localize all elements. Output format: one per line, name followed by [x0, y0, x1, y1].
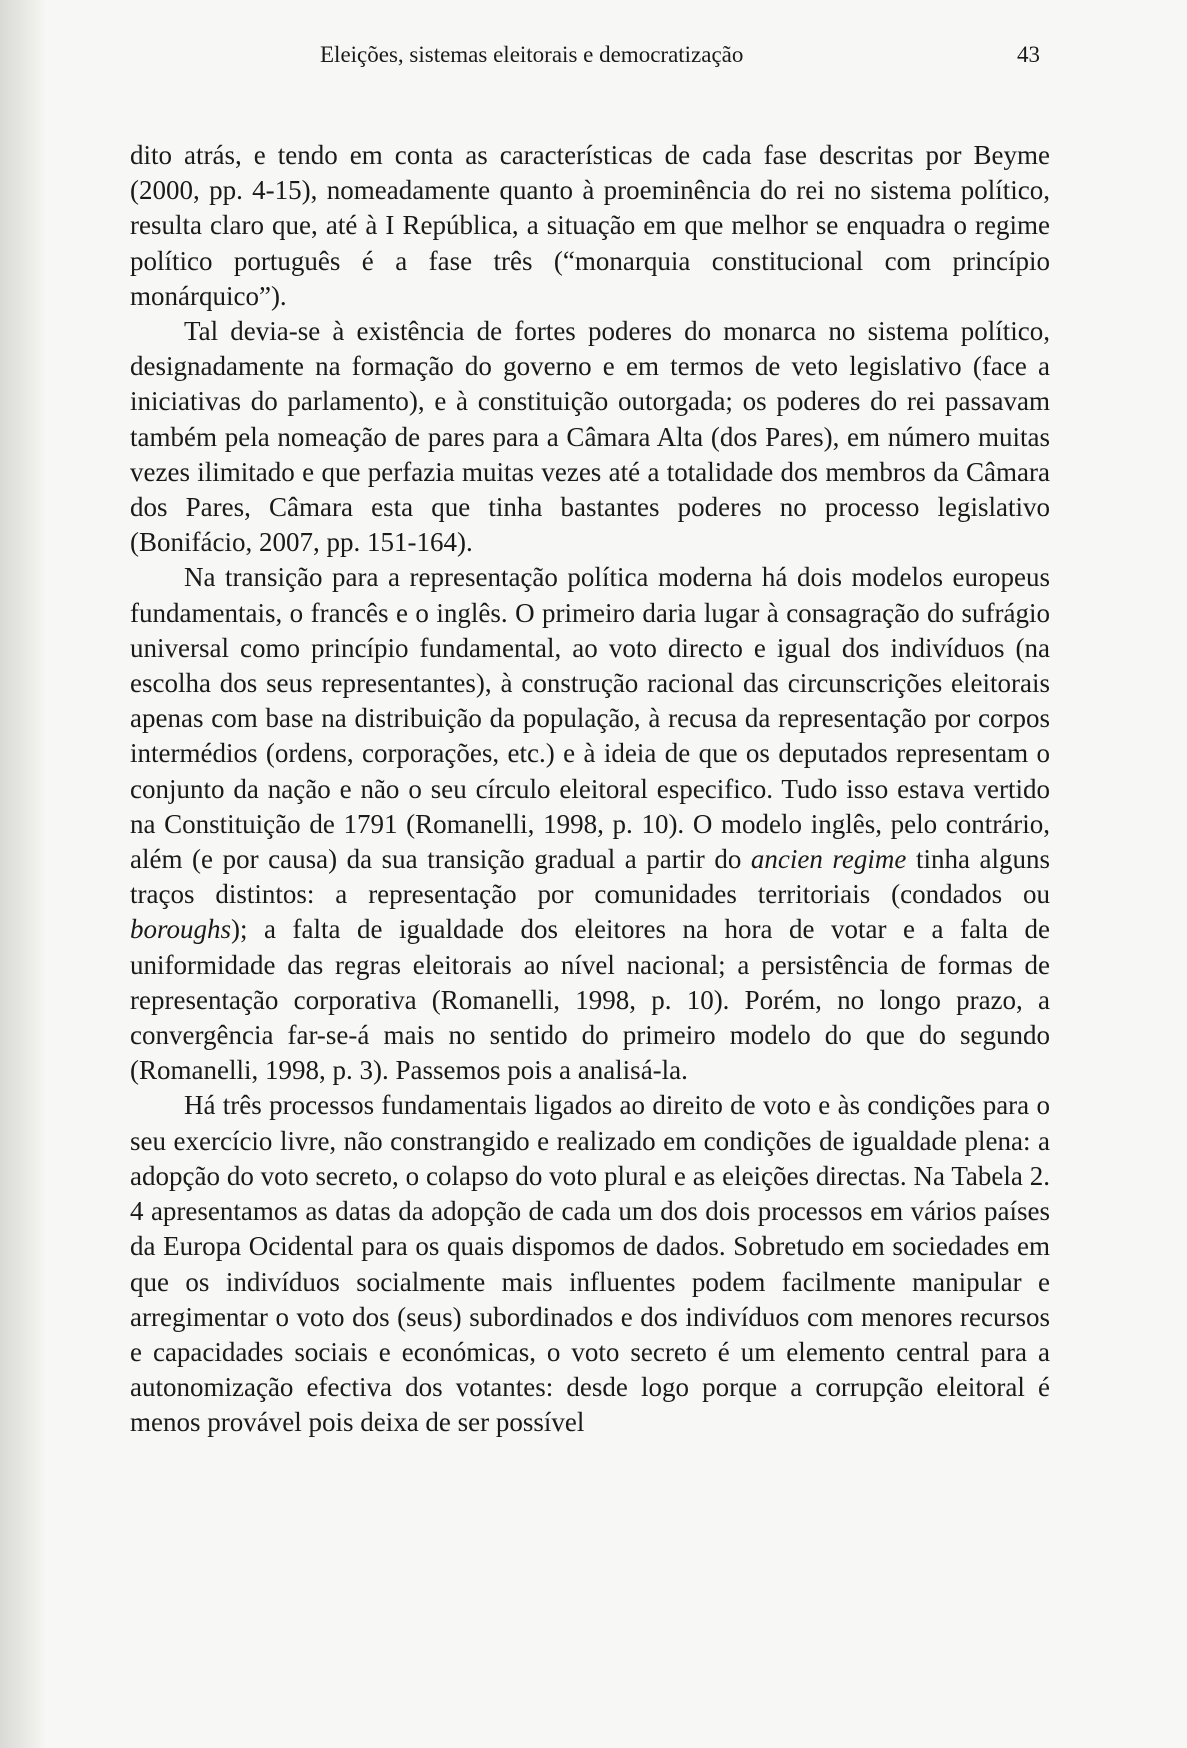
page-number: 43	[1017, 42, 1040, 67]
paragraph-3-text-b: tinha alguns traços distintos: a representação por comunidades territoriais (condados ou	[130, 844, 1051, 910]
paragraph-4: Há três processos fundamentais ligados ao direito de voto e às condições para o seu exercício livre, não constrangido e realizado em condições de igualdade plena: a adopção do voto secreto, o colapso do voto plural e as eleições directas. Na Tabela 2. 4 apresentamos as datas da adopção de cada um dos dois processos em vários países da Europa Ocidental para os quais dispomos de dados. Sobretudo em sociedades em que os indivíduos socialmente mais influentes podem facilmente manipular e arregimentar o voto dos (seus) subordinados e dos indivíduos com menores recursos e capacidades sociais e económicas, o voto secreto é um elemento central para a autonomização efectiva dos votantes: desde logo porque a corrupção eleitoral é menos provável pois deixa de ser possível	[130, 1090, 1050, 1438]
paragraph-3-text-a: Na transição para a representação política moderna há dois modelos europeus fundamentais, o francês e o inglês. O primeiro daria lugar à consagração do sufrágio universal como princípio fundamental, ao voto directo e igual dos indivíduos (na escolha dos seus representantes), à construção racional das circunscrições eleitorais apenas com base na distribuição da população, à recusa da representação por corpos intermédios (ordens, corporações, etc.) e à ideia de que os deputados representam o conjunto da nação e não o seu círculo eleitoral especifico. Tudo isso estava vertido na Constituição de 1791 (Romanelli, 1998, p. 10). O modelo inglês, pelo contrário, além (e por causa) da sua transição gradual a partir do	[130, 562, 1050, 875]
paragraph-1: dito atrás, e tendo em conta as características de cada fase descritas por Beyme (2000, pp. 4-15), nomeadamente quanto à proeminência do rei no sistema político, resulta claro que, até à I República, a situação em que melhor se enquadra o regime político português é a fase três (“monarquia constitucional com princípio monárquico”).	[130, 140, 1050, 311]
paragraph-2: Tal devia-se à existência de fortes poderes do monarca no sistema político, designadamente na formação do governo e em termos de veto legislativo (face a iniciativas do parlamento), e à constituição outorgada; os poderes do rei passavam também pela nomeação de pares para a Câmara Alta (dos Pares), em número muitas vezes ilimitado e que perfazia muitas vezes até a totalidade dos membros da Câmara dos Pares, Câmara esta que tinha bastantes poderes no processo legislativo (Bonifácio, 2007, pp. 151-164).	[130, 316, 1050, 558]
paragraph-3-italic-boroughs: boroughs	[130, 914, 232, 945]
paragraph-3-text-c: ); a falta de igualdade dos eleitores na hora de votar e a falta de uniformidade das regras eleitorais ao nível nacional; a persistência de formas de representação corporativa (Romanelli, 1998, p. 10). Porém, no longo prazo, a convergência far-se-á mais no sentido do primeiro modelo do que do segundo (Romanelli, 1998, p. 3). Passemos pois a analisá-la.	[130, 914, 1050, 1086]
paragraph-3-italic-ancien-regime: ancien regime	[750, 844, 907, 875]
running-header	[130, 38, 1050, 72]
page-binding-shadow	[0, 0, 46, 1748]
running-title: Eleições, sistemas eleitorais e democratização	[320, 42, 744, 67]
body-text	[130, 138, 1050, 1441]
paragraph-3	[130, 560, 1050, 1088]
